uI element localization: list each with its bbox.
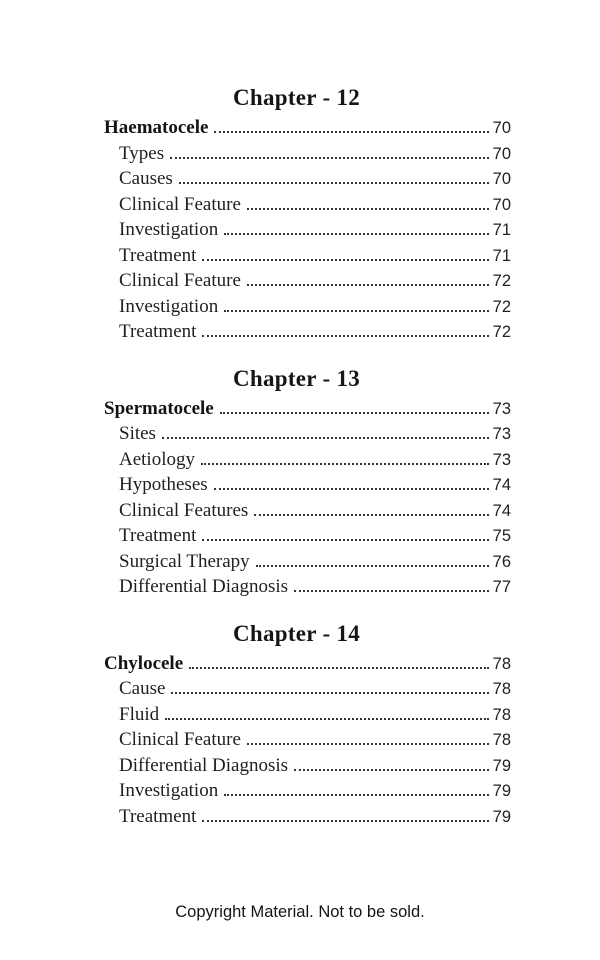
dot-leader — [201, 463, 489, 465]
toc-entry-page: 79 — [492, 782, 511, 800]
dot-leader — [179, 182, 489, 184]
toc-entry-page: 79 — [492, 807, 511, 826]
toc-entry-page: 73 — [492, 425, 511, 443]
toc-entry-label: Differential Diagnosis — [119, 576, 289, 597]
toc-entry — [104, 423, 511, 449]
dot-leader — [202, 820, 488, 822]
toc-entry — [104, 653, 511, 679]
toc-entry-label: Investigation — [119, 295, 219, 317]
toc-entry-page: 70 — [492, 195, 511, 214]
toc-entry — [104, 245, 511, 271]
toc-entry — [104, 576, 511, 602]
toc-entry-label: Cause — [119, 678, 166, 699]
dot-leader — [214, 131, 488, 133]
toc-entry-label: Surgical Therapy — [119, 550, 250, 572]
dot-leader — [170, 157, 489, 159]
dot-leader — [202, 539, 488, 541]
toc-section — [104, 84, 511, 347]
toc-entry-page: 77 — [492, 578, 511, 596]
dot-leader — [171, 692, 488, 694]
toc-entry — [104, 678, 511, 704]
toc-entry-page: 70 — [492, 144, 511, 163]
toc-entry-label: Chylocele — [104, 652, 184, 674]
dot-leader — [165, 718, 489, 720]
toc-entry-label: Treatment — [119, 321, 197, 342]
toc-entry — [104, 525, 511, 551]
toc-entry-page: 70 — [492, 119, 511, 137]
toc-entry-label: Clinical Feature — [119, 270, 241, 291]
toc-entry — [104, 321, 511, 347]
toc-entry — [104, 500, 511, 526]
toc-entry — [104, 449, 511, 475]
toc-entry — [104, 270, 511, 296]
toc-section — [104, 620, 511, 832]
dot-leader — [294, 590, 489, 592]
toc-entry — [104, 551, 511, 577]
toc-entry-label: Clinical Features — [119, 499, 249, 521]
toc-entry-label: Causes — [119, 168, 173, 189]
toc-entry — [104, 143, 511, 169]
dot-leader — [294, 769, 489, 771]
toc-entry-label: Investigation — [119, 219, 219, 240]
dot-leader — [189, 667, 488, 669]
toc-entry-page: 78 — [492, 731, 511, 749]
chapter-heading: Chapter - 14 — [232, 620, 361, 646]
toc-entry-label: Sites — [119, 423, 156, 444]
toc-entry-page: 71 — [492, 246, 511, 265]
table-of-contents — [104, 84, 511, 831]
toc-entry — [104, 296, 511, 322]
dot-leader — [224, 310, 488, 312]
dot-leader — [224, 794, 488, 796]
dot-leader — [220, 412, 489, 414]
toc-entry-label: Clinical Feature — [119, 729, 241, 750]
toc-entry-page: 74 — [492, 501, 511, 520]
toc-entry-label: Clinical Feature — [119, 193, 241, 215]
toc-entry-page: 71 — [492, 221, 511, 239]
toc-entry-page: 78 — [492, 705, 511, 724]
toc-entry — [104, 729, 511, 755]
toc-entry-page: 76 — [492, 552, 511, 571]
toc-entry — [104, 780, 511, 806]
copyright-footer: Copyright Material. Not to be sold. — [175, 903, 425, 921]
toc-entry-label: Differential Diagnosis — [119, 754, 289, 776]
toc-entry-page: 78 — [492, 680, 511, 698]
toc-entry-label: Treatment — [119, 805, 197, 827]
toc-entry — [104, 117, 511, 143]
dot-leader — [162, 437, 489, 439]
dot-leader — [214, 488, 489, 490]
toc-entry-label: Aetiology — [119, 448, 195, 470]
toc-entry — [104, 194, 511, 220]
toc-entry-page: 72 — [492, 297, 511, 316]
dot-leader — [202, 335, 488, 337]
dot-leader — [224, 233, 488, 235]
toc-entry — [104, 704, 511, 730]
toc-entry-label: Fluid — [119, 703, 160, 725]
toc-entry-label: Investigation — [119, 780, 219, 801]
toc-entry-page: 72 — [492, 323, 511, 341]
dot-leader — [247, 743, 489, 745]
toc-section — [104, 365, 511, 602]
toc-entry-page: 78 — [492, 654, 511, 673]
toc-entry — [104, 755, 511, 781]
toc-entry-page: 73 — [492, 399, 511, 418]
toc-entry-label: Treatment — [119, 525, 197, 546]
toc-entry-label: Spermatocele — [104, 397, 214, 419]
toc-entry-label: Treatment — [119, 244, 197, 266]
toc-entry-page: 70 — [492, 170, 511, 188]
toc-entry-page: 72 — [492, 272, 511, 290]
dot-leader — [256, 565, 489, 567]
toc-entry-page: 74 — [492, 476, 511, 494]
toc-entry — [104, 806, 511, 832]
chapter-heading: Chapter - 12 — [232, 85, 361, 110]
chapter-heading: Chapter - 13 — [232, 365, 361, 391]
toc-entry — [104, 219, 511, 245]
toc-entry-label: Hypotheses — [119, 474, 208, 495]
dot-leader — [202, 259, 488, 261]
toc-entry-label: Types — [119, 142, 165, 164]
dot-leader — [247, 284, 489, 286]
toc-entry — [104, 168, 511, 194]
toc-entry-label: Haematocele — [104, 117, 209, 138]
toc-entry-page: 73 — [492, 450, 511, 469]
dot-leader — [247, 208, 489, 210]
toc-entry-page: 75 — [492, 527, 511, 545]
toc-entry — [104, 474, 511, 500]
toc-entry-page: 79 — [492, 756, 511, 775]
toc-entry — [104, 398, 511, 424]
dot-leader — [254, 514, 488, 516]
